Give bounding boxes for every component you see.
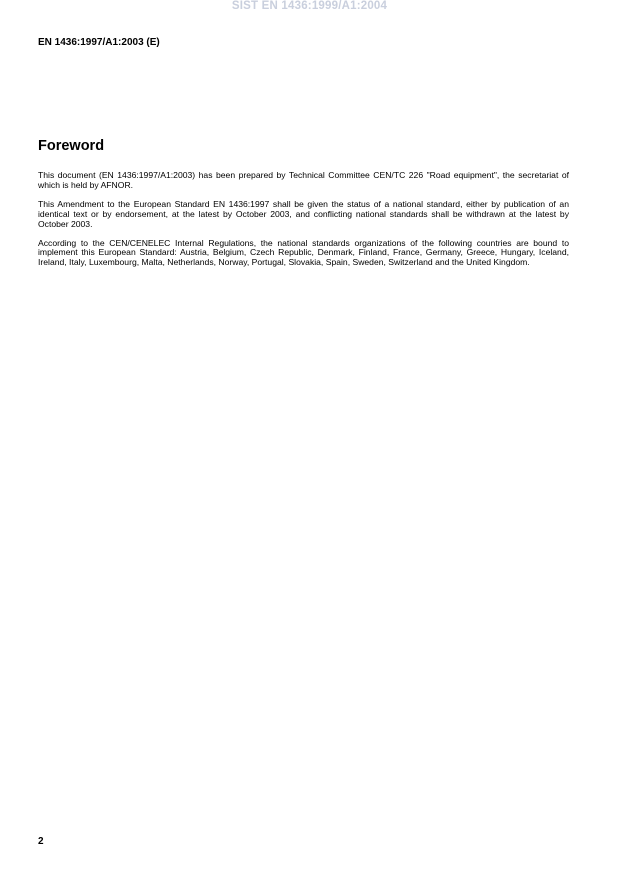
paragraph-1: This document (EN 1436:1997/A1:2003) has been prepared by Technical Committee CEN/TC 226 "Road equipment", the secretariat of which is held by AFNOR. <box>38 170 569 190</box>
paragraph-2: This Amendment to the European Standard EN 1436:1997 shall be given the status of a national standard, either by publication of an identical text or by endorsement, at the latest by October 2003, and conflicting national standards shall be withdrawn at the latest by October 2003. <box>38 198 569 229</box>
document-id-header: EN 1436:1997/A1:2003 (E) <box>38 37 160 48</box>
section-title: Foreword <box>38 138 105 154</box>
watermark-text: SIST EN 1436:1999/A1:2004 <box>231 0 388 12</box>
page-number: 2 <box>38 836 44 847</box>
foreword-body <box>38 171 569 277</box>
paragraph-3: According to the CEN/CENELEC Internal Regulations, the national standards organizations of the following countries are bound to implement this European Standard: Austria, Belgium, Czech Republic, Denmark, Finland, France, Germany, Greece, Hungary, Iceland, Ireland, Italy, Luxembourg, Malta, Netherlands, Norway, Portugal, Slovakia, Spain, Sweden, Switzerland and the United Kingdom. <box>38 237 569 268</box>
